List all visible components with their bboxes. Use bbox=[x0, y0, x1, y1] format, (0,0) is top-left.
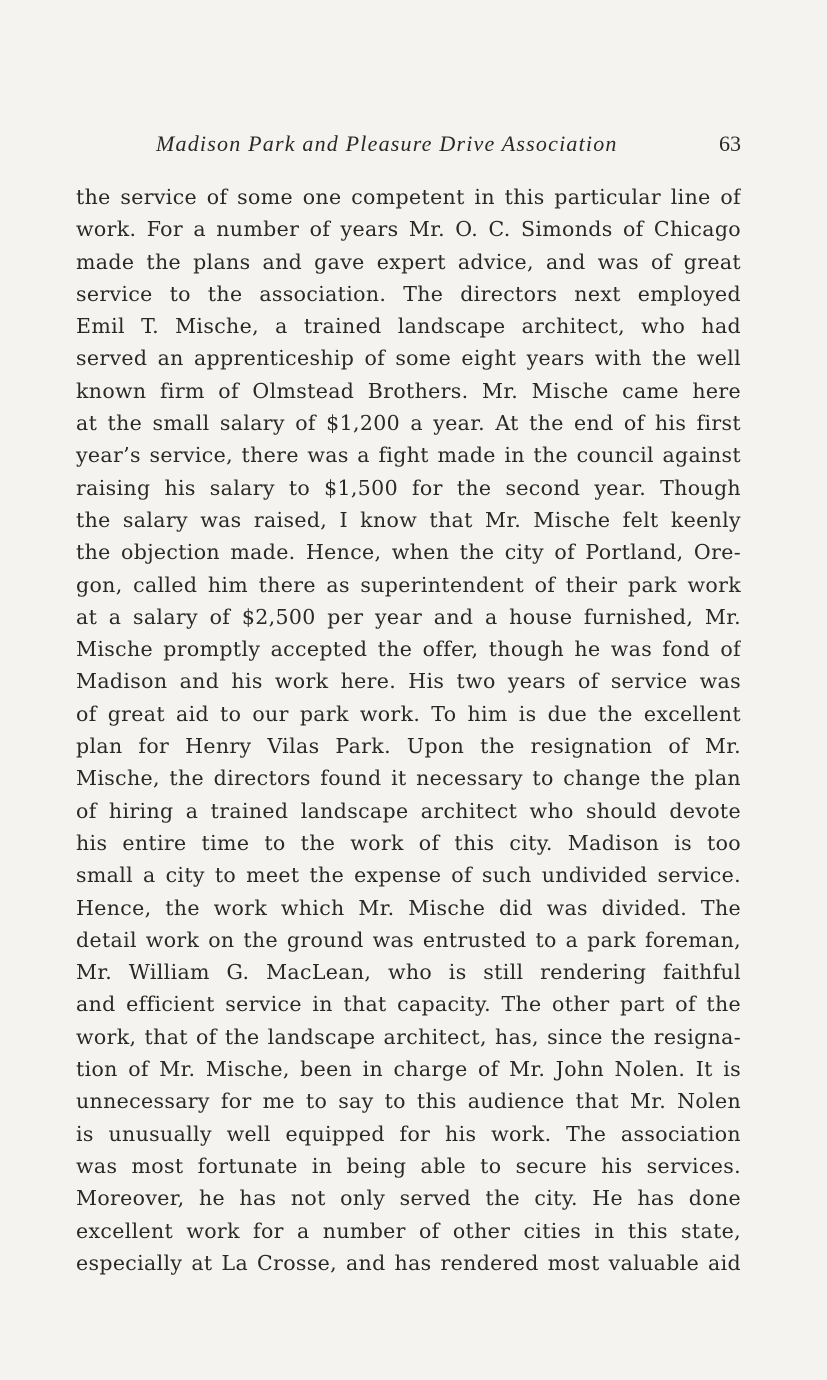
text-line: Mr. William G. MacLean, who is still rendering faithful bbox=[76, 960, 741, 985]
text-line: Madison and his work here. His two years of service was bbox=[76, 669, 741, 694]
text-line: unnecessary for me to say to this audience that Mr. Nolen bbox=[76, 1089, 741, 1114]
text-line: of hiring a trained landscape architect who should devote bbox=[76, 798, 741, 823]
text-line: detail work on the ground was entrusted to a park foreman, bbox=[76, 927, 741, 952]
page-number: 63 bbox=[719, 131, 741, 156]
text-line: small a city to meet the expense of such undivided service. bbox=[76, 863, 741, 888]
text-line: Mische, the directors found it necessary to change the plan bbox=[76, 766, 741, 791]
text-line: Mische promptly accepted the offer, though he was fond of bbox=[76, 637, 741, 662]
text-line: raising his salary to $1,500 for the second year. Though bbox=[76, 475, 741, 500]
text-line: Emil T. Mische, a trained landscape architect, who had bbox=[76, 314, 741, 339]
text-line: the salary was raised, I know that Mr. Mische felt keenly bbox=[76, 507, 741, 532]
text-line: his entire time to the work of this city. Madison is too bbox=[76, 830, 741, 855]
text-line: known firm of Olmstead Brothers. Mr. Mische came here bbox=[76, 378, 741, 403]
text-line: year’s service, there was a fight made in the council against bbox=[76, 443, 741, 468]
text-line: made the plans and gave expert advice, and was of great bbox=[76, 249, 741, 274]
text-line: was most fortunate in being able to secure his services. bbox=[76, 1153, 741, 1178]
text-line: served an apprenticeship of some eight years with the well bbox=[76, 346, 741, 371]
text-line: Hence, the work which Mr. Mische did was divided. The bbox=[76, 895, 741, 920]
text-line: gon, called him there as superintendent of their park work bbox=[76, 572, 741, 597]
text-line: at the small salary of $1,200 a year. At the end of his first bbox=[76, 411, 741, 436]
page-header bbox=[76, 128, 741, 160]
text-line: and efficient service in that capacity. The other part of the bbox=[76, 992, 741, 1017]
text-line: plan for Henry Vilas Park. Upon the resignation of Mr. bbox=[76, 734, 741, 759]
text-line: is unusually well equipped for his work. The association bbox=[76, 1121, 741, 1146]
text-line: the service of some one competent in this particular line of bbox=[76, 185, 741, 209]
text-line: service to the association. The directors next employed bbox=[76, 281, 741, 306]
text-line: tion of Mr. Mische, been in charge of Mr. John Nolen. It is bbox=[76, 1057, 741, 1082]
text-line: work, that of the landscape architect, has, since the resigna- bbox=[76, 1024, 741, 1049]
text-line: Moreover, he has not only served the city. He has done bbox=[76, 1186, 741, 1211]
text-line: excellent work for a number of other cities in this state, bbox=[76, 1218, 741, 1243]
text-line: at a salary of $2,500 per year and a house furnished, Mr. bbox=[76, 604, 741, 629]
text-line: especially at La Crosse, and has rendered most valuable aid bbox=[76, 1250, 741, 1275]
text-line: the objection made. Hence, when the city of Portland, Ore- bbox=[76, 540, 741, 565]
body-text bbox=[76, 181, 741, 1279]
running-head: Madison Park and Pleasure Drive Association bbox=[156, 131, 618, 156]
text-line: of great aid to our park work. To him is due the excellent bbox=[76, 701, 741, 726]
text-line: work. For a number of years Mr. O. C. Simonds of Chicago bbox=[76, 217, 741, 242]
